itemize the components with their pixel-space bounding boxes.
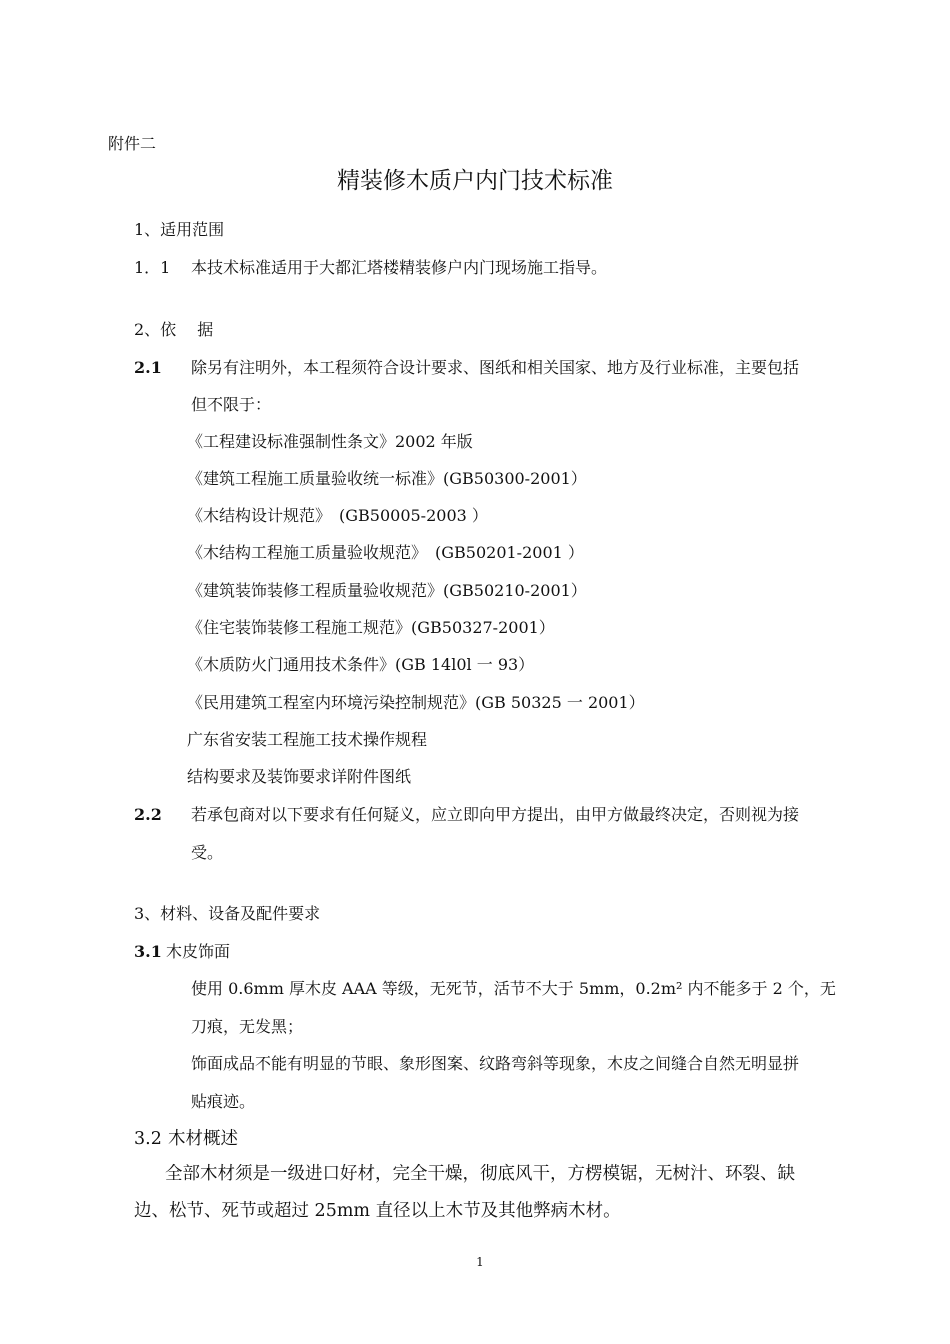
- section-2-heading: 2、依 据: [134, 320, 214, 339]
- item-1-1-number: 1．1: [134, 258, 171, 277]
- standard-item: 《住宅装饰装修工程施工规范》(GB50327-2001）: [187, 618, 555, 637]
- item-3-2-number: 3.2: [134, 1129, 162, 1149]
- item-2-2-line-1: 若承包商对以下要求有任何疑义，应立即向甲方提出，由甲方做最终决定，否则视为接: [191, 805, 800, 824]
- section-3-heading: 3、材料、设备及配件要求: [134, 904, 321, 923]
- standard-item: 《工程建设标准强制性条文》2002 年版: [187, 432, 473, 451]
- standard-item: 《木结构设计规范》 (GB50005-2003 ）: [187, 506, 488, 525]
- item-2-1-number: 2.1: [134, 358, 162, 377]
- standard-item: 《民用建筑工程室内环境污染控制规范》(GB 50325 一 2001）: [187, 693, 645, 712]
- item-3-1-p1-line-2: 刀痕，无发黑；: [191, 1017, 304, 1036]
- page-number: 1: [476, 1255, 484, 1269]
- item-3-1-p2-line-2: 贴痕迹。: [191, 1092, 256, 1111]
- item-3-1-p2-line-1: 饰面成品不能有明显的节眼、象形图案、纹路弯斜等现象，木皮之间缝合自然无明显拼: [191, 1054, 800, 1073]
- standard-item: 《建筑装饰装修工程质量验收规范》(GB50210-2001）: [187, 581, 587, 600]
- standard-extra-1: 广东省安装工程施工技术操作规程: [187, 730, 428, 749]
- item-2-2-line-2: 受。: [191, 843, 224, 862]
- attachment-label: 附件二: [108, 134, 157, 153]
- item-3-2-p3-line-2: 边、松节、死节或超过 25mm 直径以上木节及其他弊病木材。: [134, 1201, 621, 1221]
- standard-extra-2: 结构要求及装饰要求详附件图纸: [187, 767, 412, 786]
- standard-item: 《建筑工程施工质量验收统一标准》(GB50300-2001）: [187, 469, 587, 488]
- page-title: 精装修木质户内门技术标准: [337, 168, 613, 194]
- standard-item: 《木质防火门通用技术条件》(GB 14l0l 一 93）: [187, 655, 535, 674]
- item-2-1-line-1: 除另有注明外，本工程须符合设计要求、图纸和相关国家、地方及行业标准，主要包括: [191, 358, 800, 377]
- standard-item: 《木结构工程施工质量验收规范》 (GB50201-2001 ）: [187, 543, 584, 562]
- item-3-1-number: 3.1: [134, 942, 162, 961]
- item-1-1-text: 本技术标准适用于大都汇塔楼精装修户内门现场施工指导。: [191, 258, 608, 277]
- item-2-2-number: 2.2: [134, 805, 162, 824]
- section-1-heading: 1、适用范围: [134, 220, 225, 239]
- item-3-2-title: 木材概述: [168, 1129, 238, 1149]
- item-3-1-p1-line-1: 使用 0.6mm 厚木皮 AAA 等级，无死节，活节不大于 5mm，0.2m² 内不能多于 2 个，无: [191, 979, 836, 998]
- item-3-2-p3-line-1: 全部木材须是一级进口好材，完全干燥，彻底风干，方楞模锯，无树汁、环裂、缺: [165, 1164, 795, 1184]
- item-3-1-title: 木皮饰面: [166, 942, 231, 961]
- item-2-1-line-2: 但不限于：: [191, 395, 272, 414]
